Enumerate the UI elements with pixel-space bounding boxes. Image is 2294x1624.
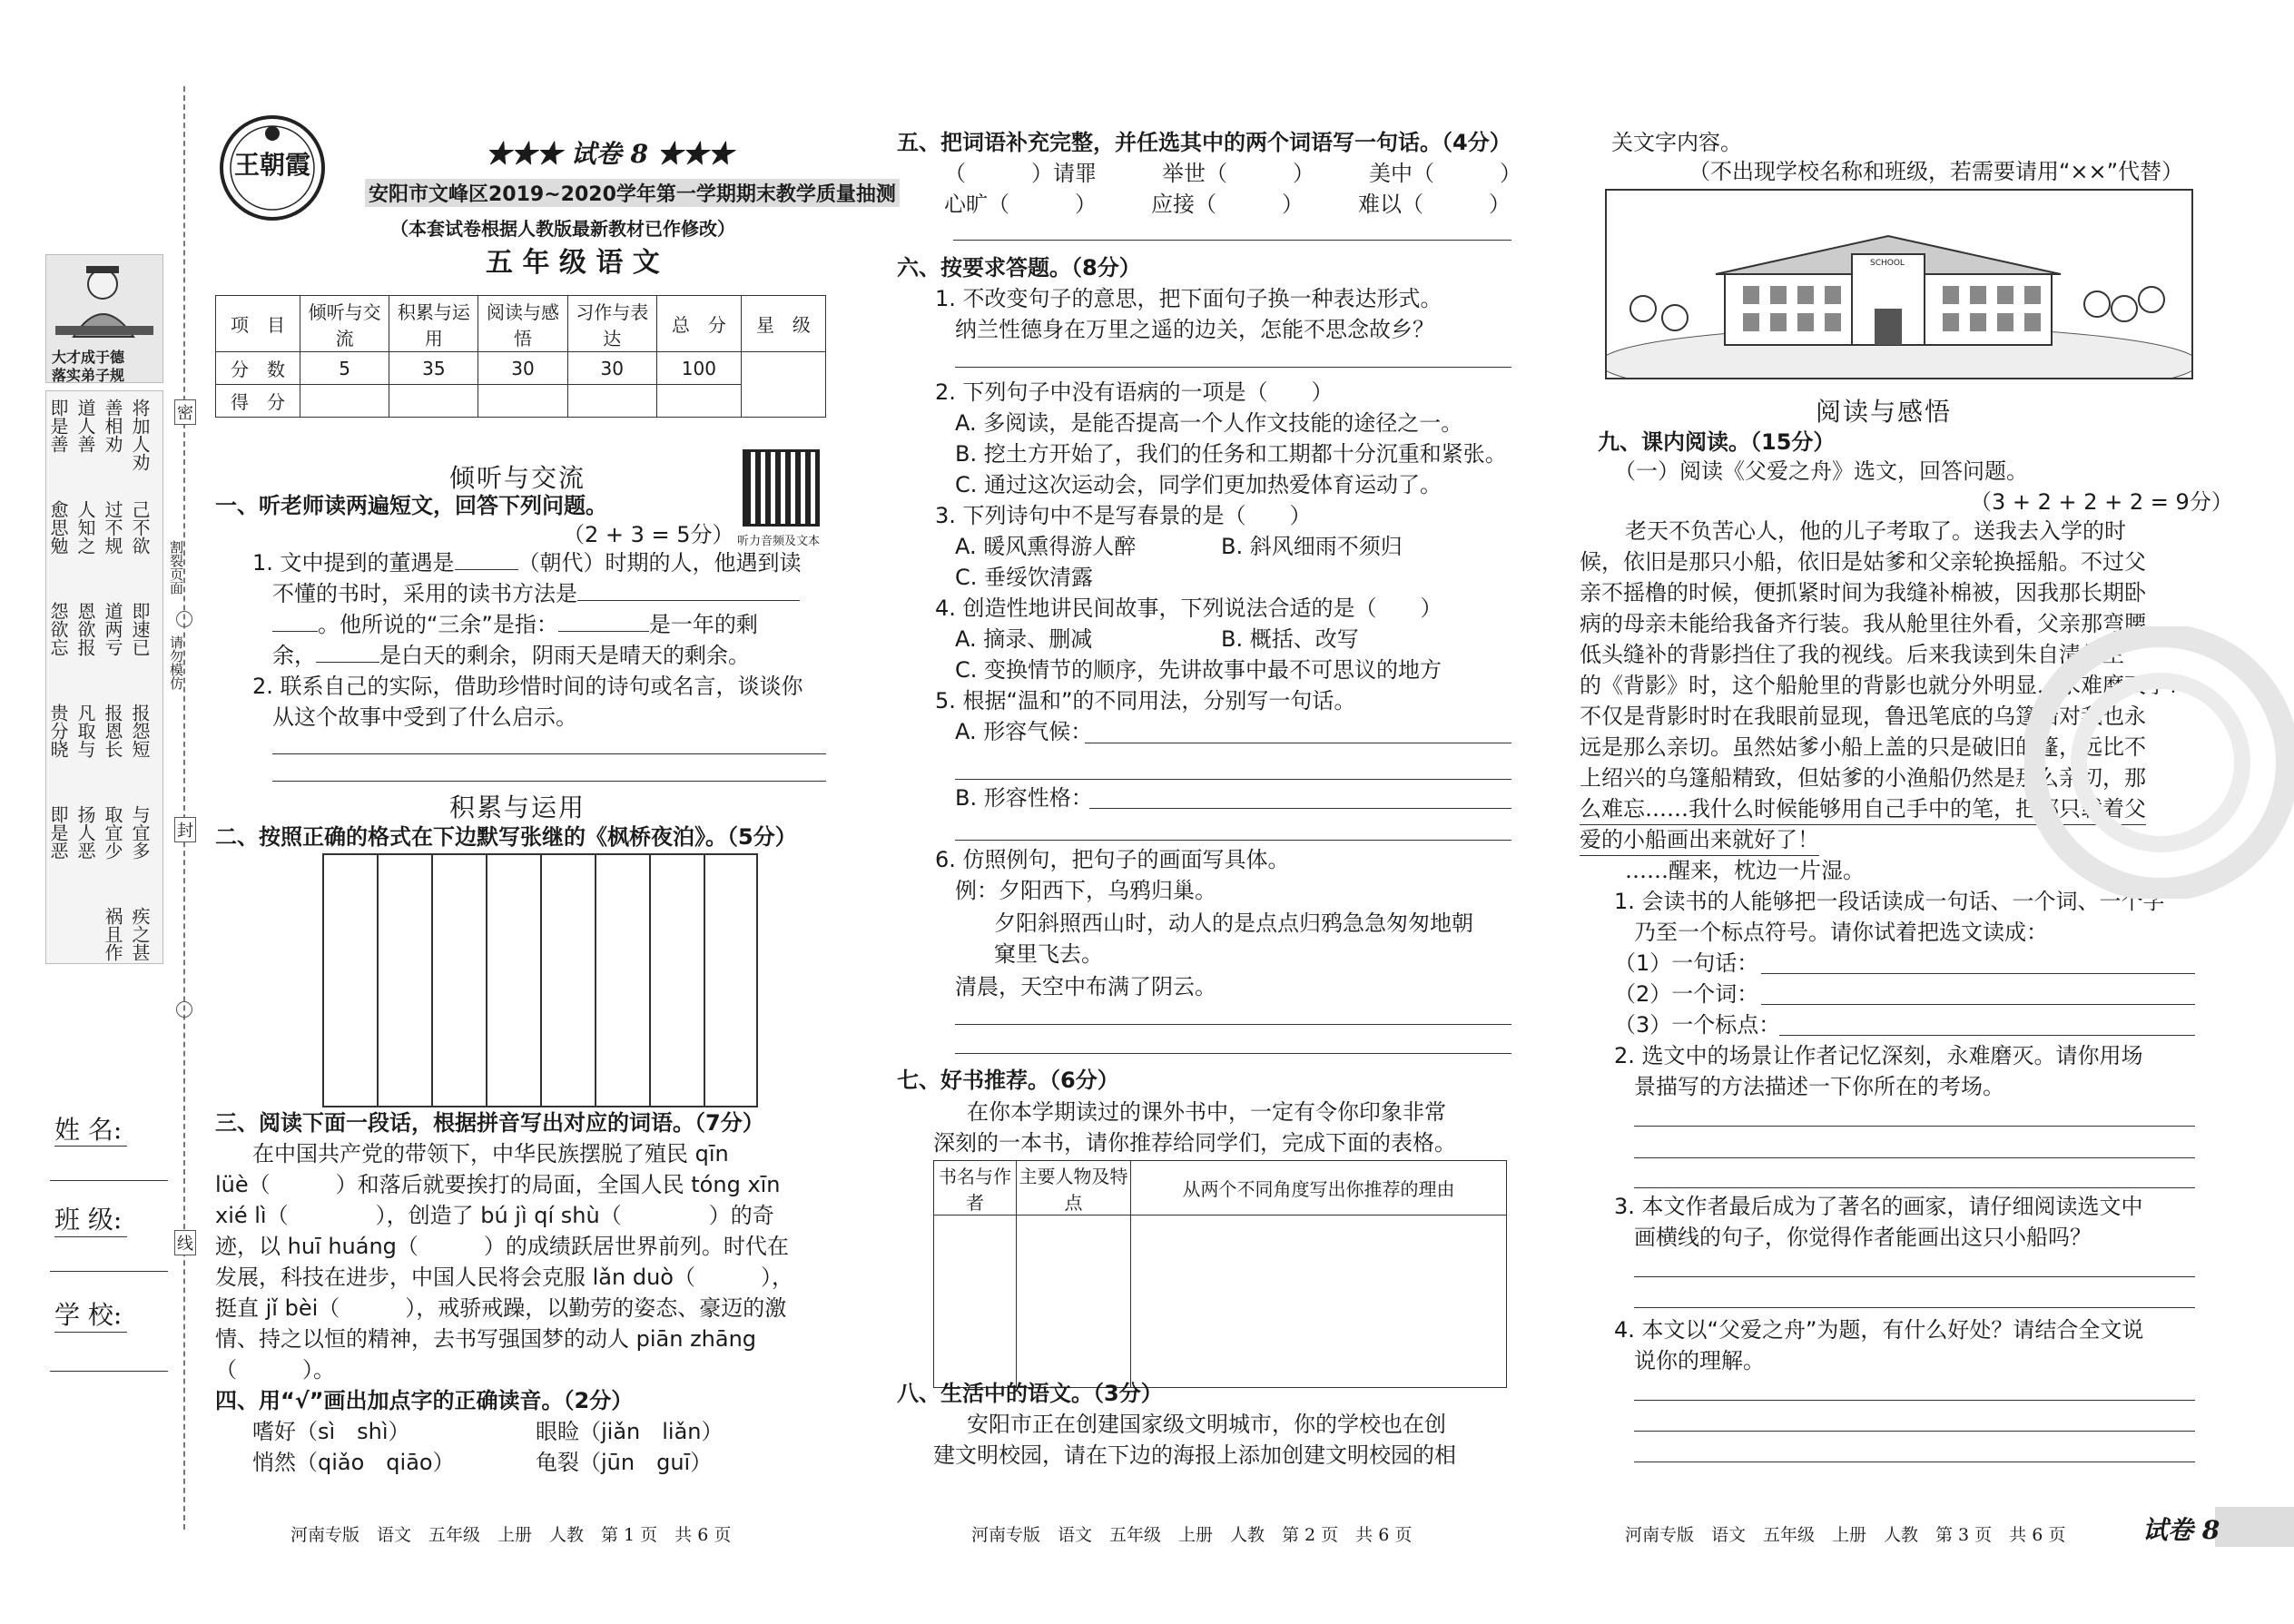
score-head: 阅读与感悟 xyxy=(478,296,567,352)
answer-line[interactable] xyxy=(1634,1157,2195,1158)
q6-6: 6. 仿照例句，把句子的画面写具体。 xyxy=(935,847,1290,872)
test-tag-bg xyxy=(2215,1507,2294,1547)
q6-2-option[interactable]: B. 挖土方开始了，我们的任务和工期都十分沉重和紧张。 xyxy=(955,441,1507,467)
q3-line: 在中国共产党的带领下，中华民族摆脱了殖民 qīn xyxy=(252,1141,729,1166)
book-cell[interactable] xyxy=(934,1216,1017,1388)
class-field[interactable] xyxy=(50,1271,168,1272)
dizigui-col: 即是善 xyxy=(47,399,69,453)
motto-1: 大才成于德 xyxy=(52,349,125,366)
dizigui-col: 恩欲报 xyxy=(74,602,96,656)
cut-line xyxy=(183,86,185,1530)
q5-title: 五、把词语补充完整，并任选其中的两个词语写一句话。（4分） xyxy=(897,130,1511,155)
book-recommend-table xyxy=(933,1160,1507,1388)
q6-5A: A. 形容气候： xyxy=(955,719,1093,744)
answer-blank[interactable] xyxy=(455,549,518,570)
watermark-seal-icon xyxy=(2024,626,2294,899)
passage-line: 远是那么亲切。虽然姑爹小船上盖的只是破旧的篷，远比不 xyxy=(1580,734,2146,760)
school-illustration-icon xyxy=(1607,191,2191,378)
q1-1d: 。他所说的“三余”是指： xyxy=(318,612,558,637)
dizigui-col: 将加人劝 xyxy=(129,399,151,471)
q8-c: 关文字内容。 xyxy=(1611,130,1742,155)
q4-option[interactable]: 嗜好（sì shì） xyxy=(252,1419,410,1444)
q6-2-option[interactable]: A. 多阅读，是能否提高一个人作文技能的途径之一。 xyxy=(955,410,1463,436)
passage-line: 低头缝补的背影挡住了我的视线。后来我读到朱自清先生 xyxy=(1580,642,2124,667)
section-listen: 倾听与交流 xyxy=(449,463,586,493)
q9-4b: 说你的理解。 xyxy=(1634,1348,1765,1373)
score-head: 倾听与交流 xyxy=(300,296,389,352)
answer-line[interactable] xyxy=(955,779,1511,780)
poem-writing-grid[interactable] xyxy=(322,853,758,1107)
q6-5B: B. 形容性格： xyxy=(955,785,1093,811)
answer-line[interactable] xyxy=(1089,808,1511,809)
q2-title: 二、按照正确的格式在下边默写张继的《枫桥夜泊》。（5分） xyxy=(215,824,797,850)
footer-page1: 河南专版 语文 五年级 上册 人教 第 1 页 共 6 页 xyxy=(290,1525,732,1545)
q7-title: 七、好书推荐。（6分） xyxy=(897,1068,1119,1093)
score-head: 星 级 xyxy=(741,296,825,352)
q1-2a: 2. 联系自己的实际，借助珍惜时间的诗句或名言，谈谈你 xyxy=(252,674,803,699)
dizigui-col: 取宜少 xyxy=(102,805,123,860)
motto-2: 落实弟子规 xyxy=(52,367,125,384)
dizigui-col: 凡取与 xyxy=(74,704,96,758)
q1-points: （2 + 3 = 5分） xyxy=(563,522,734,547)
got-cell[interactable] xyxy=(656,385,741,418)
school-sign: SCHOOL xyxy=(1870,259,1905,268)
score-head: 习作与表达 xyxy=(567,296,656,352)
q7-b: 深刻的一本书，请你推荐给同学们，完成下面的表格。 xyxy=(933,1130,1456,1156)
dizigui-col: 与宜多 xyxy=(129,805,151,860)
passage-line: 亲不摇橹的时候，便抓紧时间为我缝补棉被，因我那长期卧 xyxy=(1580,580,2146,605)
book-cell[interactable] xyxy=(1017,1216,1131,1388)
q1-title: 一、听老师读两遍短文，回答下列问题。 xyxy=(215,493,607,518)
dizigui-col: 怨欲忘 xyxy=(47,602,69,656)
got-cell[interactable] xyxy=(389,385,478,418)
dizigui-columns xyxy=(45,390,163,964)
q3-line: 发展，科技在进步，中国人民将会克服 lǎn duò（ ）， xyxy=(215,1265,793,1290)
answer-line[interactable] xyxy=(953,240,1511,241)
q6-1b: 纳兰性德身在万里之遥的边关，怎能不思念故乡？ xyxy=(955,317,1434,342)
dizigui-col: 报怨短 xyxy=(129,704,151,758)
q5-row[interactable]: 心旷（ ） 应接（ ） 难以（ ） xyxy=(944,192,1511,217)
sidebar xyxy=(45,254,162,980)
q7-a: 在你本学期读过的课外书中，一定有令你印象非常 xyxy=(967,1099,1446,1125)
school-field[interactable] xyxy=(50,1371,168,1372)
q4-title: 四、用“√”画出加点字的正确读音。（2分） xyxy=(215,1388,634,1413)
answer-line[interactable] xyxy=(955,1053,1511,1054)
q6-6-example: 例：夕阳西下，乌鸦归巢。 xyxy=(955,878,1216,903)
name-underline xyxy=(54,1146,127,1147)
q6-1a: 1. 不改变句子的意思，把下面句子换一种表达形式。 xyxy=(935,286,1442,311)
passage-line: 上绍兴的乌篷船精致，但姑爹的小渔船仍然是那么亲切，那 xyxy=(1580,765,2146,791)
q3-line: 迹，以 huī huáng（ ）的成绩跃居世界前列。时代在 xyxy=(215,1234,789,1259)
q4-option[interactable]: 眼睑（jiǎn liǎn） xyxy=(536,1419,724,1444)
answer-line[interactable] xyxy=(272,781,826,782)
hole-icon xyxy=(176,1001,192,1018)
answer-blank[interactable] xyxy=(558,611,649,632)
dizigui-col: 己不欲 xyxy=(129,500,151,555)
star-rating-cell[interactable] xyxy=(741,352,825,418)
q3-line: lüè（ ）和落后就要挨打的局面，全国人民 tóng xīn xyxy=(215,1172,781,1197)
section-read: 阅读与感悟 xyxy=(1816,397,1953,427)
q6-title: 六、按要求答题。（8分） xyxy=(897,255,1141,281)
score-cell: 30 xyxy=(478,352,567,385)
q1-1g: 是白天的剩余，阴雨天是晴天的剩余。 xyxy=(379,643,750,668)
answer-blank[interactable] xyxy=(577,580,800,601)
dizigui-col: 道人善 xyxy=(74,399,96,453)
q9-3b: 画横线的句子，你觉得作者能画出这只小船吗？ xyxy=(1634,1225,2092,1250)
q6-2: 2. 下列句子中没有语病的一项是（ ） xyxy=(935,379,1334,405)
q9-1e: （3）一个标点： xyxy=(1614,1012,1781,1038)
q6-4-option[interactable]: A. 摘录、删减 xyxy=(955,626,1093,652)
passage-line: 候，依旧是那只小船，依旧是姑爹和父亲轮换摇船。不过父 xyxy=(1580,549,2146,575)
answer-line[interactable] xyxy=(955,1024,1511,1025)
q8-b: 建文明校园，请在下边的海报上添加创建文明校园的相 xyxy=(933,1442,1456,1468)
score-cell: 35 xyxy=(389,352,478,385)
dizigui-col: 即速已 xyxy=(129,602,151,656)
q3-line: xié lì（ ），创造了 bú jì qí shù（ ）的奇 xyxy=(215,1203,774,1228)
brand-name: 王朝霞 xyxy=(234,150,311,180)
score-cell: 100 xyxy=(656,352,741,385)
answer-line[interactable] xyxy=(1634,1400,2195,1401)
q9-title: 九、课内阅读。（15分） xyxy=(1598,429,1836,455)
q1-1f: 余， xyxy=(272,643,316,668)
passage-line: 的《背影》时，这个船舱里的背影也就分外明显，永难磨灭了！ xyxy=(1580,673,2190,698)
passage-line-underlined: 爱的小船画出来就好了！ xyxy=(1580,824,1819,856)
answer-blank[interactable] xyxy=(316,642,379,663)
answer-line[interactable] xyxy=(1634,1431,2195,1432)
got-cell[interactable] xyxy=(300,385,389,418)
school-field-label: 学 校: xyxy=(54,1300,123,1330)
q6-3-option[interactable]: B. 斜风细雨不须归 xyxy=(1221,534,1403,559)
exam-note: （本套试卷根据人教版最新教材已作修改） xyxy=(390,218,735,240)
q8-title: 八、生活中的语文。（3分） xyxy=(897,1381,1163,1406)
q9-4a: 4. 本文以“父爱之舟”为题，有什么好处？请结合全文说 xyxy=(1614,1317,2144,1343)
got-cell[interactable] xyxy=(567,385,656,418)
dizigui-col: 道两亏 xyxy=(102,602,123,656)
answer-line[interactable] xyxy=(955,840,1511,841)
dizigui-col: 报恩长 xyxy=(102,704,123,758)
score-table xyxy=(215,295,826,418)
q6-4-option[interactable]: B. 概括、改写 xyxy=(1221,626,1359,652)
book-cell[interactable] xyxy=(1131,1216,1507,1388)
q1-2b: 从这个故事中受到了什么启示。 xyxy=(272,704,577,730)
q1-1c: 不懂的书时，采用的读书方法是 xyxy=(272,581,577,606)
dizigui-col: 善相劝 xyxy=(102,399,123,453)
q6-3-option[interactable]: C. 垂绥饮清露 xyxy=(955,565,1094,590)
score-head: 总 分 xyxy=(656,296,741,352)
q6-6-example2b: 窠里飞去。 xyxy=(994,941,1103,967)
qr-code-icon[interactable] xyxy=(743,449,820,527)
dizigui-col: 人知之 xyxy=(74,500,96,555)
q3-title: 三、阅读下面一段话，根据拼音写出对应的词语。（7分） xyxy=(215,1110,764,1136)
scholar-figure-icon xyxy=(46,255,162,346)
passage-line: ……醒来，枕边一片湿。 xyxy=(1625,858,1865,883)
book-head: 书名与作者 xyxy=(934,1161,1017,1216)
dizigui-col: 祸且作 xyxy=(102,907,123,961)
got-row-label: 得 分 xyxy=(216,385,300,418)
score-row-label: 分 数 xyxy=(216,352,300,385)
book-head: 从两个不同角度写出你推荐的理由 xyxy=(1131,1161,1507,1216)
passage-line: 病的母亲未能给我备齐行装。我从舱里往外看，父亲那弯腰 xyxy=(1580,611,2146,636)
q9-1d: （2）一个词： xyxy=(1614,981,1759,1007)
answer-line[interactable] xyxy=(1634,1126,2195,1127)
class-underline xyxy=(54,1236,127,1237)
q6-4-option[interactable]: C. 变换情节的顺序，先讲故事中最不可思议的地方 xyxy=(955,657,1442,683)
q9-points: （3 + 2 + 2 + 2 = 9分） xyxy=(1970,489,2233,515)
q4-option[interactable]: 悄然（qiǎo qiāo） xyxy=(252,1450,455,1475)
answer-line[interactable] xyxy=(1761,973,2195,974)
test-tag: 试卷 8 xyxy=(2142,1515,2220,1545)
notice-vertical-2: 请勿模仿 xyxy=(168,635,184,690)
q9-1b: 乃至一个标点符号。请你试着把选文读成： xyxy=(1634,920,2048,945)
q9-2a: 2. 选文中的场景让作者记忆深刻，永难磨灭。请你用场 xyxy=(1614,1043,2143,1068)
q1-1b: （朝代）时期的人，他遇到读 xyxy=(517,550,802,576)
q6-3: 3. 下列诗句中不是写春景的是（ ） xyxy=(935,503,1312,528)
q6-5: 5. 根据“温和”的不同用法，分别写一句话。 xyxy=(935,688,1356,714)
passage-line-underlined: 么难忘……我什么时候能够用自己手中的笔，把那只载着父 xyxy=(1580,793,2146,825)
qr-caption: 听力音频及文本 xyxy=(737,535,821,548)
q1-1-line3 xyxy=(272,609,758,640)
name-field-label: 姓 名: xyxy=(54,1115,123,1145)
answer-line[interactable] xyxy=(955,367,1511,368)
q8-a: 安阳市正在创建国家级文明城市，你的学校也在创 xyxy=(967,1412,1446,1437)
q6-4: 4. 创造性地讲民间故事，下列说法合适的是（ ） xyxy=(935,595,1442,621)
passage-line: 不仅是背影时时在我眼前显现，鲁迅笔底的乌篷船对我也永 xyxy=(1580,704,2146,729)
grade-subject: 五 年 级 语 文 xyxy=(486,247,660,279)
q1-1a: 1. 文中提到的董遇是 xyxy=(252,550,455,576)
passage-line: 老天不负苦心人，他的儿子考取了。送我去入学的时 xyxy=(1625,518,2126,544)
q9-1a: 1. 会读书的人能够把一段话读成一句话、一个词、一个字 xyxy=(1614,889,2165,914)
book-head: 主要人物及特点 xyxy=(1017,1161,1131,1216)
q6-6-question: 清晨，天空中布满了阴云。 xyxy=(955,974,1216,999)
dizigui-col: 过不规 xyxy=(102,500,123,555)
dizigui-col: 疾之甚 xyxy=(129,907,151,961)
q6-6-example2a: 夕阳斜照西山时，动人的是点点归鸦急急匆匆地朝 xyxy=(994,910,1473,936)
q9-2b: 景描写的方法描述一下你所在的考场。 xyxy=(1634,1074,2004,1099)
series-title: ★★★ 试卷 8 ★★★ xyxy=(486,139,733,169)
q5-row[interactable]: （ ）请罪 举世（ ） 美中（ ） xyxy=(944,161,1521,186)
q1-1-line1 xyxy=(252,547,802,578)
class-field-label: 班 级: xyxy=(54,1205,123,1235)
dizigui-col: 即是恶 xyxy=(47,805,69,860)
poster-frame[interactable] xyxy=(1605,189,2193,379)
footer-page3: 河南专版 语文 五年级 上册 人教 第 3 页 共 6 页 xyxy=(1625,1525,2066,1545)
seal-mark-1: 密 xyxy=(174,399,196,425)
notice-vertical: 割裂页面 xyxy=(168,540,184,595)
section-accum: 积累与运用 xyxy=(449,792,586,822)
name-field[interactable] xyxy=(50,1180,168,1181)
q1-1e: 是一年的剩 xyxy=(648,612,758,637)
answer-line[interactable] xyxy=(1634,1307,2195,1308)
answer-line[interactable] xyxy=(272,753,826,754)
dizigui-col: 贵分晓 xyxy=(47,704,69,758)
answer-line[interactable] xyxy=(1779,1035,2195,1036)
score-cell: 30 xyxy=(567,352,656,385)
got-cell[interactable] xyxy=(478,385,567,418)
hole-icon xyxy=(176,611,192,627)
footer-page2: 河南专版 语文 五年级 上册 人教 第 2 页 共 6 页 xyxy=(971,1525,1413,1545)
exam-title: 安阳市文峰区2019~2020学年第一学期期末教学质量抽测 xyxy=(365,179,900,207)
q6-2-option[interactable]: C. 通过这次运动会，同学们更加热爱体育运动了。 xyxy=(955,472,1442,497)
answer-line[interactable] xyxy=(1634,1187,2195,1188)
seal-mark-3: 线 xyxy=(174,1230,196,1255)
q3-line: 情、持之以恒的精神，去书写强国梦的动人 piān zhāng xyxy=(215,1326,757,1352)
q1-1-line4 xyxy=(272,640,750,671)
q8-d: （不出现学校名称和班级，若需要请用“××”代替） xyxy=(1689,159,2184,184)
score-cell: 5 xyxy=(300,352,389,385)
school-underline xyxy=(54,1332,127,1333)
answer-blank[interactable] xyxy=(272,611,318,632)
q3-line: （ ）。 xyxy=(215,1357,335,1383)
q9-3a: 3. 本文作者最后成为了著名的画家，请仔细阅读选文中 xyxy=(1614,1194,2143,1219)
seal-mark-2: 封 xyxy=(174,817,196,842)
answer-line[interactable] xyxy=(1761,1004,2195,1005)
q9-1c: （1）一句话： xyxy=(1614,950,1759,976)
q3-line: 挺直 jǐ bèi（ ），戒骄戒躁，以勤劳的姿态、豪迈的激 xyxy=(215,1295,787,1321)
sidebar-emblem xyxy=(45,254,163,383)
q4-option[interactable]: 龟裂（jūn guī） xyxy=(536,1450,713,1475)
answer-line[interactable] xyxy=(1634,1276,2195,1277)
q1-1-line2 xyxy=(272,578,800,609)
q6-3-option[interactable]: A. 暖风熏得游人醉 xyxy=(955,534,1137,559)
dizigui-col: 愈思勉 xyxy=(47,500,69,555)
dizigui-col: 扬人恶 xyxy=(74,805,96,860)
score-head: 项 目 xyxy=(216,296,300,352)
q9-subtitle: （一）阅读《父爱之舟》选文，回答问题。 xyxy=(1614,458,2028,484)
score-head: 积累与运用 xyxy=(389,296,478,352)
